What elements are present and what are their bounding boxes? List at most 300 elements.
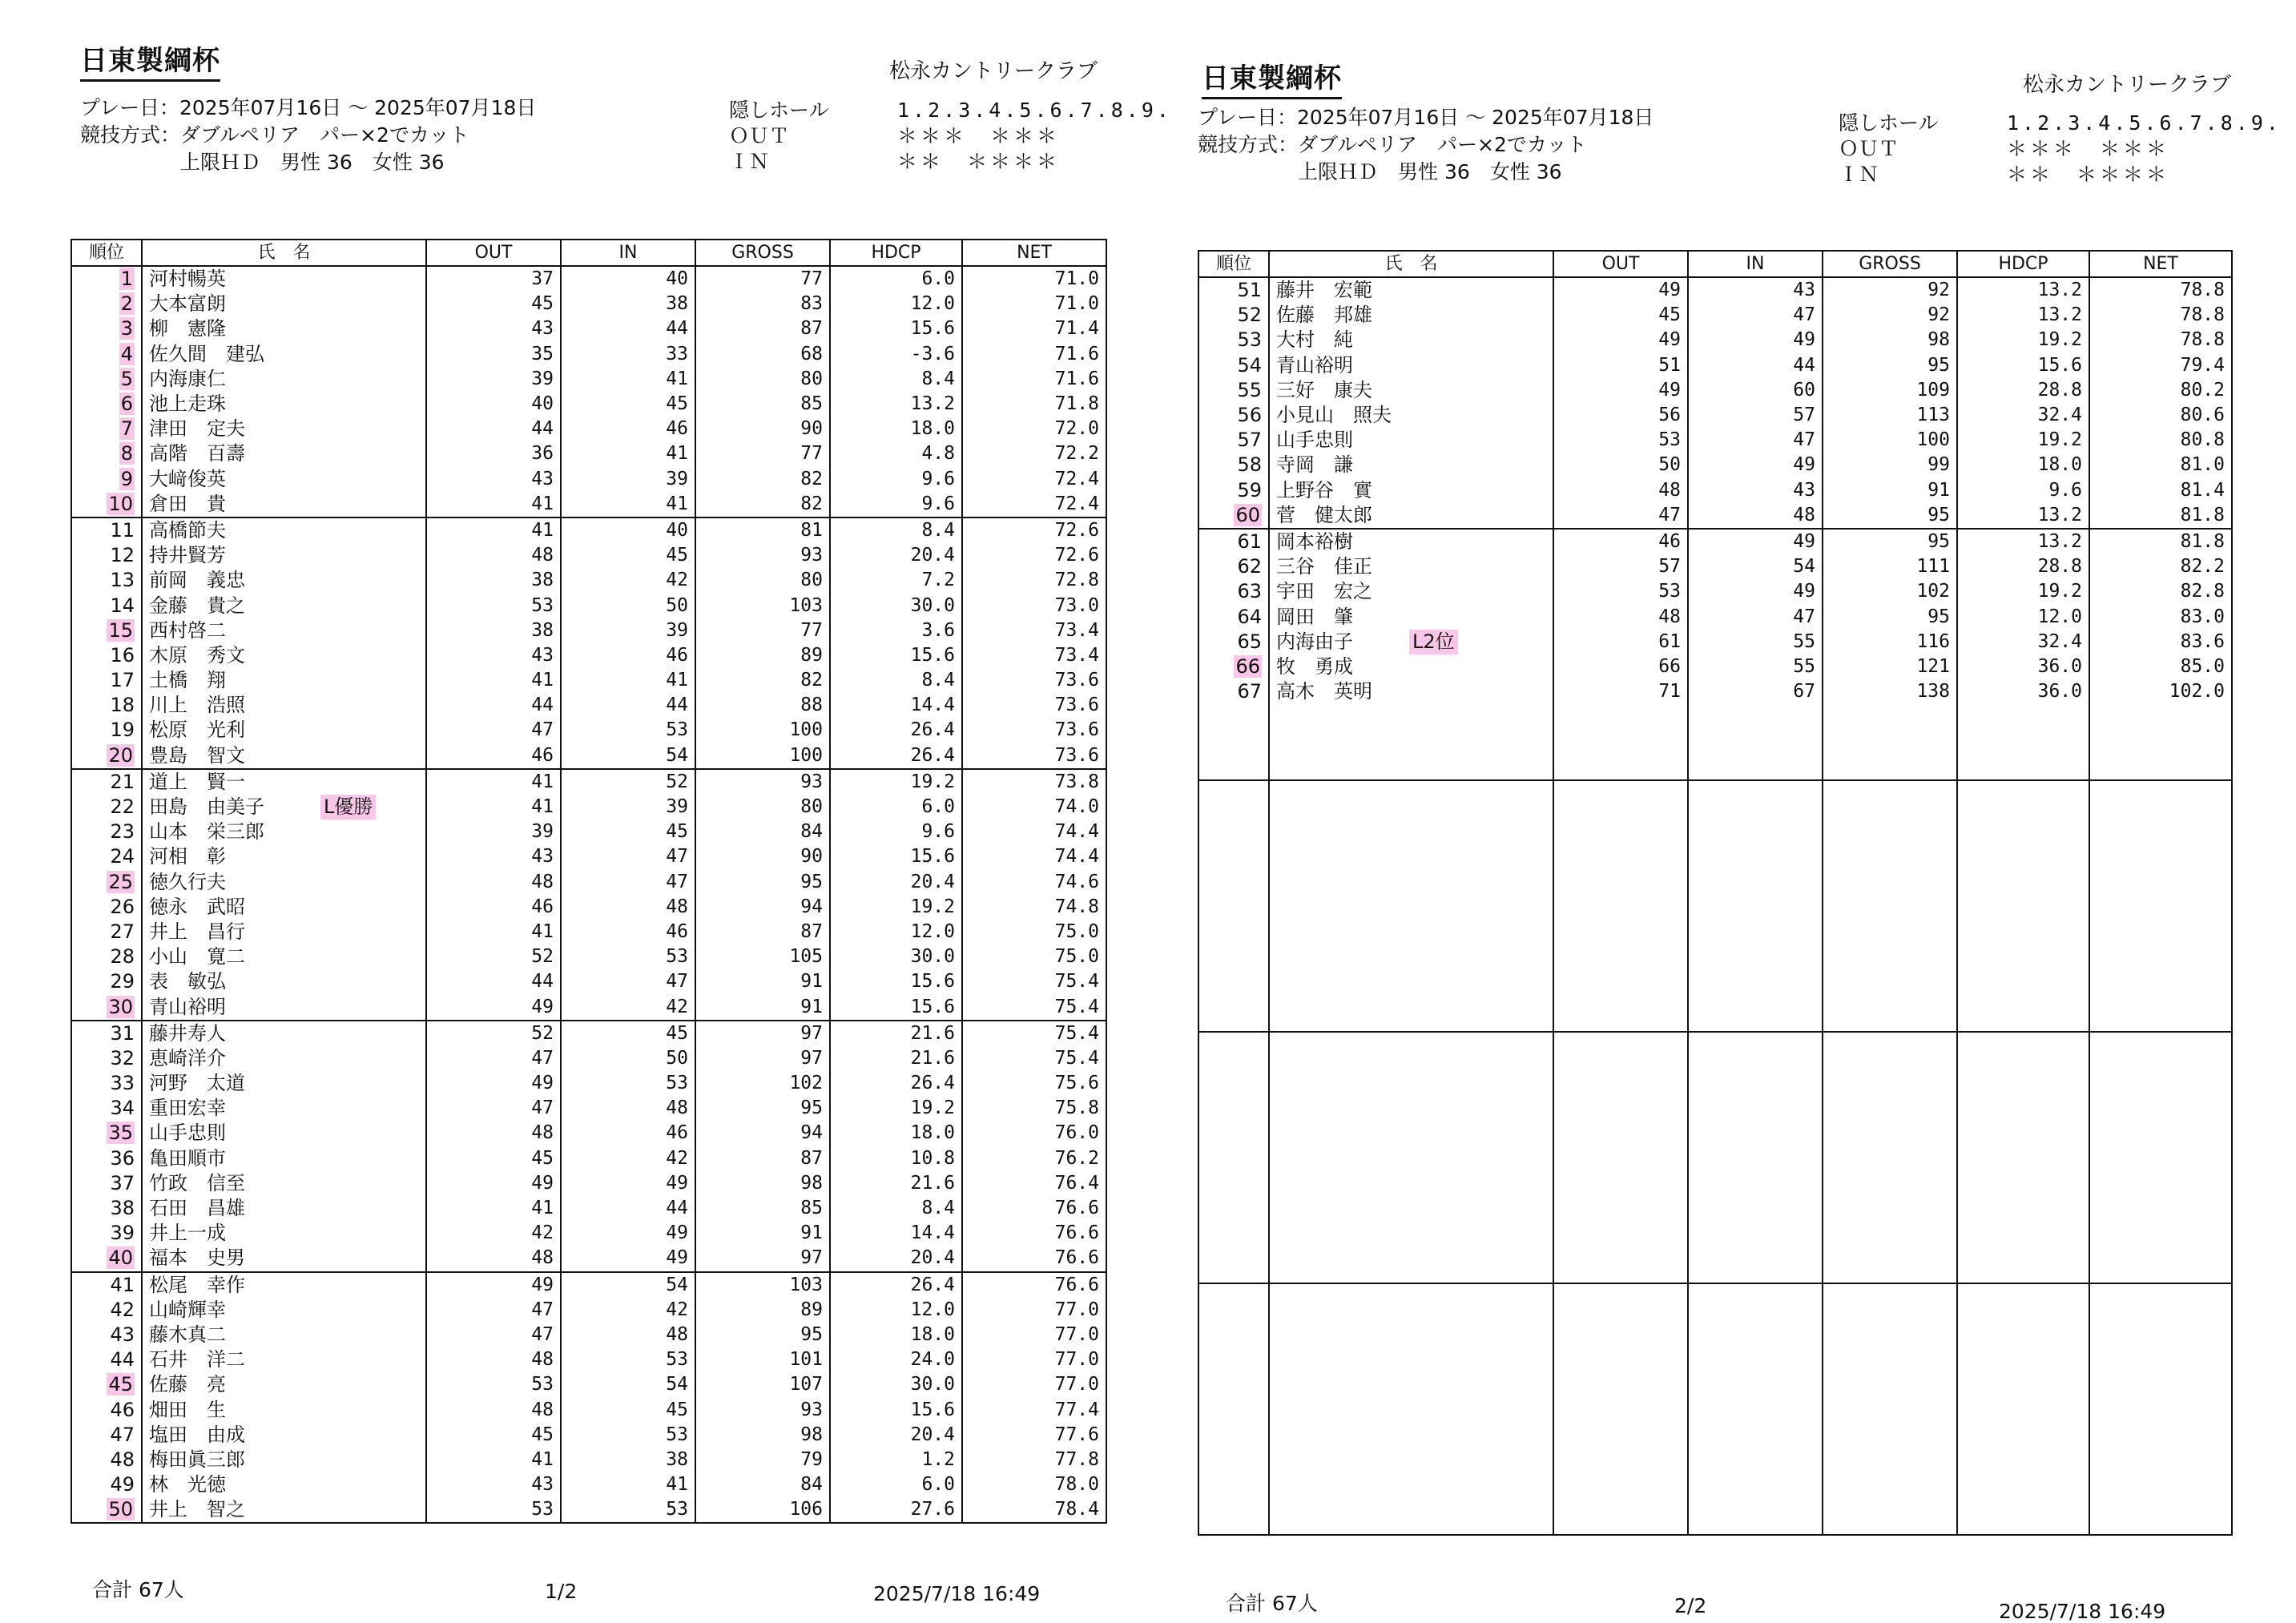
hdcp-cell: 28.8 [1957,554,2089,579]
hdcp-cell: 26.4 [830,718,962,743]
out-cell: 39 [426,820,561,844]
in-cell: 54 [561,1272,695,1298]
out-cell: 43 [426,844,561,869]
net-cell: 73.6 [962,668,1106,693]
net-cell: 77.4 [962,1397,1106,1422]
rank-cell: 34 [71,1096,142,1121]
net-cell: 80.6 [2089,403,2232,428]
in-cell: 33 [561,342,695,367]
out-cell: 36 [426,441,561,466]
table-row [1198,503,2232,529]
hdcp-cell: 21.6 [830,1046,962,1071]
tournament-info [1198,104,1654,186]
name-cell: 上野谷 實 [1269,478,1553,503]
name-cell: 内海康仁 [142,367,426,392]
rank-cell: 41 [71,1272,142,1298]
table-row [71,367,1106,392]
hdcp-cell: 12.0 [1957,604,2089,629]
in-cell: 49 [561,1171,695,1196]
out-cell: 50 [1553,453,1688,477]
out-cell: 43 [426,467,561,492]
in-cell: 54 [1688,554,1823,579]
out-cell: 53 [1553,579,1688,604]
net-cell: 75.8 [962,1096,1106,1121]
out-cell: 51 [1553,353,1688,378]
out-cell: 49 [426,1272,561,1298]
footer-total: 合計 67人 [92,1578,184,1601]
in-cell: 45 [561,1021,695,1046]
competition-format: 競技方式：ダブルペリア パー×2でカット [1198,133,1587,156]
in-cell: 46 [561,643,695,668]
table-row [1198,428,2232,453]
in-cell: 41 [561,367,695,392]
rank-cell: 19 [71,718,142,743]
gross-cell: 106 [695,1497,830,1523]
net-cell: 76.4 [962,1171,1106,1196]
table-row [1198,453,2232,477]
out-cell: 66 [1553,654,1688,679]
result-mark: L2位 [1409,630,1458,654]
out-cell: 47 [426,1298,561,1323]
name-cell: 山手忠則 [142,1121,426,1146]
table-row [71,292,1106,316]
gross-cell: 138 [1823,679,1957,704]
rank-cell: 24 [71,844,142,869]
in-cell: 44 [1688,353,1823,378]
out-cell: 49 [1553,328,1688,352]
in-cell: 60 [1688,378,1823,403]
in-cell: 42 [561,1146,695,1171]
table-row [71,266,1106,292]
table-row [71,1448,1106,1472]
hdcp-cell: 20.4 [830,543,962,568]
rank-cell: 49 [71,1472,142,1497]
table-row [71,543,1106,568]
table-row [71,1021,1106,1046]
name-cell: 西村啓二 [142,618,426,643]
col-out: OUT [1553,251,1688,277]
tournament-title: 日東製綱杯 [80,38,220,82]
net-cell: 83.6 [2089,630,2232,654]
in-cell: 49 [1688,453,1823,477]
table-row [71,1146,1106,1171]
in-cell: 40 [561,518,695,543]
footer-page: 2/2 [1674,1594,1707,1617]
gross-cell: 100 [695,743,830,769]
rank-cell: 39 [71,1221,142,1246]
net-cell: 77.0 [962,1347,1106,1372]
name-cell: 田島 由美子 L優勝 [142,795,426,820]
empty-cell [1269,1283,1553,1535]
gross-cell: 102 [695,1071,830,1096]
hdcp-cell: 36.0 [1957,679,2089,704]
gross-cell: 98 [695,1423,830,1448]
hdcp-cell: 8.4 [830,668,962,693]
in-value: ＊＊ ＊＊＊＊ [897,150,1061,173]
gross-cell: 102 [1823,579,1957,604]
in-cell: 38 [561,1448,695,1472]
empty-cell [1688,1283,1823,1535]
hdcp-cell: 15.6 [830,1397,962,1422]
net-cell: 75.4 [962,1021,1106,1046]
out-cell: 45 [426,292,561,316]
in-cell: 53 [561,1497,695,1523]
name-cell: 大﨑俊英 [142,467,426,492]
in-cell: 41 [561,492,695,518]
name-cell: 河相 彰 [142,844,426,869]
net-cell: 78.8 [2089,328,2232,352]
net-cell: 76.6 [962,1246,1106,1271]
gross-cell: 97 [695,1246,830,1271]
gross-cell: 77 [695,618,830,643]
page-1 [48,0,1172,1623]
name-cell: 恵崎洋介 [142,1046,426,1071]
table-row [71,342,1106,367]
table-row [71,668,1106,693]
hidden-holes-value: 1.2.3.4.5.6.7.8.9. [2007,111,2282,135]
table-row [71,1246,1106,1271]
net-cell: 74.4 [962,820,1106,844]
out-cell: 47 [426,1096,561,1121]
gross-cell: 68 [695,342,830,367]
hdcp-cell: 19.2 [830,1096,962,1121]
name-cell: 金藤 貴之 [142,593,426,618]
table-row [71,693,1106,718]
in-cell: 49 [1688,529,1823,554]
in-cell: 41 [561,668,695,693]
table-row [1198,654,2232,679]
play-day: プレー日：2025年07月16日 ～ 2025年07月18日 [1198,106,1654,129]
out-cell: 38 [426,568,561,593]
name-cell: 河野 太道 [142,1071,426,1096]
name-cell: 川上 浩照 [142,693,426,718]
name-cell: 徳久行夫 [142,870,426,895]
name-cell: 三好 康夫 [1269,378,1553,403]
gross-cell: 81 [695,518,830,543]
in-cell: 41 [561,441,695,466]
table-row [71,1121,1106,1146]
out-cell: 38 [426,618,561,643]
name-cell: 寺岡 謙 [1269,453,1553,477]
hidden-holes-label: 隠しホール [729,99,829,122]
rank-cell: 63 [1198,579,1269,604]
net-cell: 78.0 [962,1472,1106,1497]
rank-cell: 46 [71,1397,142,1422]
out-cell: 48 [1553,478,1688,503]
filler-row [1198,704,2232,780]
table-row [71,994,1106,1020]
competition-format: 競技方式：ダブルペリア パー×2でカット [80,123,469,147]
in-cell: 48 [561,895,695,920]
empty-cell [1823,1283,1957,1535]
table-row [71,643,1106,668]
hdcp-cell: 15.6 [830,994,962,1020]
out-cell: 47 [426,1323,561,1347]
hdcp-cell: 9.6 [830,820,962,844]
out-cell: 53 [426,1372,561,1397]
net-cell: 74.0 [962,795,1106,820]
hdcp-cell: 19.2 [830,769,962,795]
rank-cell: 12 [71,543,142,568]
out-cell: 49 [1553,277,1688,303]
in-cell: 44 [561,693,695,718]
rank-cell: 42 [71,1298,142,1323]
in-cell: 46 [561,417,695,441]
rank-cell: 56 [1198,403,1269,428]
hdcp-cell: 21.6 [830,1021,962,1046]
rank-cell: 51 [1198,277,1269,303]
net-cell: 74.4 [962,844,1106,869]
hdcp-cell: 28.8 [1957,378,2089,403]
rank-cell: 67 [1198,679,1269,704]
net-cell: 75.4 [962,969,1106,994]
rank-cell: 37 [71,1171,142,1196]
in-cell: 53 [561,718,695,743]
hidden-holes-label: 隠しホール [1839,111,1939,135]
net-cell: 79.4 [2089,353,2232,378]
net-cell: 73.4 [962,643,1106,668]
play-day: プレー日：2025年07月16日 ～ 2025年07月18日 [80,96,537,119]
empty-row-block [1198,1283,2232,1535]
net-cell: 82.8 [2089,579,2232,604]
hdcp-cell: 9.6 [830,467,962,492]
in-cell: 53 [561,1423,695,1448]
hdcp-cell: 10.8 [830,1146,962,1171]
out-cell: 61 [1553,630,1688,654]
name-cell: 豊島 智文 [142,743,426,769]
club-name: 松永カントリークラブ [888,59,1098,83]
rank-cell: 57 [1198,428,1269,453]
gross-cell: 82 [695,492,830,518]
net-cell: 102.0 [2089,679,2232,704]
col-net: NET [962,240,1106,266]
out-cell: 41 [426,1448,561,1472]
net-cell: 75.0 [962,920,1106,944]
gross-cell: 94 [695,1121,830,1146]
hdcp-cell: 20.4 [830,1423,962,1448]
out-cell: 41 [426,920,561,944]
name-cell: 小山 寛二 [142,944,426,969]
net-cell: 77.8 [962,1448,1106,1472]
in-cell: 52 [561,769,695,795]
name-cell: 高階 百壽 [142,441,426,466]
out-cell: 35 [426,342,561,367]
net-cell: 75.4 [962,1046,1106,1071]
out-cell: 52 [426,944,561,969]
hdcp-cell: 1.2 [830,1448,962,1472]
hdcp-cell: 15.6 [1957,353,2089,378]
hdcp-cell: 13.2 [1957,277,2089,303]
name-cell: 宇田 宏之 [1269,579,1553,604]
rank-cell: 2 [71,292,142,316]
table-row [71,795,1106,820]
hdcp-cell: 3.6 [830,618,962,643]
net-cell: 80.8 [2089,428,2232,453]
handicap-limit: 上限ＨＤ 男性 36 女性 36 [1198,160,1562,183]
table-row [71,568,1106,593]
col-gross: GROSS [1823,251,1957,277]
net-cell: 71.6 [962,367,1106,392]
name-cell: 亀田順市 [142,1146,426,1171]
table-row [71,1372,1106,1397]
rank-cell: 20 [71,743,142,769]
page-2 [1174,0,2282,1623]
net-cell: 73.6 [962,718,1106,743]
table-row [71,944,1106,969]
hdcp-cell: 19.2 [1957,579,2089,604]
hdcp-cell: 13.2 [1957,529,2089,554]
gross-cell: 93 [695,769,830,795]
hdcp-cell: 9.6 [830,492,962,518]
table-row [71,1397,1106,1422]
gross-cell: 87 [695,1146,830,1171]
out-cell: 47 [1553,503,1688,529]
out-cell: 40 [426,392,561,417]
net-cell: 74.8 [962,895,1106,920]
net-cell: 72.0 [962,417,1106,441]
out-cell: 45 [1553,303,1688,328]
rank-cell: 26 [71,895,142,920]
gross-cell: 79 [695,1448,830,1472]
name-cell: 重田宏幸 [142,1096,426,1121]
out-cell: 45 [426,1423,561,1448]
hdcp-cell: 14.4 [830,693,962,718]
out-value: ＊＊＊ ＊＊＊ [2007,137,2170,160]
gross-cell: 103 [695,1272,830,1298]
gross-cell: 105 [695,944,830,969]
empty-cell [1553,704,1688,780]
empty-cell [1269,704,1553,780]
in-cell: 43 [1688,277,1823,303]
rank-cell: 59 [1198,478,1269,503]
name-cell: 佐藤 邦雄 [1269,303,1553,328]
rank-cell: 23 [71,820,142,844]
net-cell: 71.0 [962,292,1106,316]
rank-cell: 1 [71,266,142,292]
hdcp-cell: 4.8 [830,441,962,466]
net-cell: 73.0 [962,593,1106,618]
hdcp-cell: 20.4 [830,1246,962,1271]
empty-cell [1553,780,1688,1032]
rank-cell: 14 [71,593,142,618]
net-cell: 82.2 [2089,554,2232,579]
name-cell: 藤木真二 [142,1323,426,1347]
out-label: ＯＵＴ [729,124,790,147]
in-cell: 45 [561,392,695,417]
tournament-info [80,95,536,176]
name-cell: 山手忠則 [1269,428,1553,453]
gross-cell: 111 [1823,554,1957,579]
gross-cell: 84 [695,820,830,844]
table-row [71,1196,1106,1221]
name-cell: 内海由子 L2位 [1269,630,1553,654]
rank-cell: 62 [1198,554,1269,579]
empty-cell [2089,1032,2232,1283]
gross-cell: 101 [695,1347,830,1372]
hdcp-cell: 15.6 [830,844,962,869]
in-cell: 46 [561,1121,695,1146]
table-row [1198,679,2232,704]
table-row [1198,529,2232,554]
table-row [1198,353,2232,378]
name-cell: 林 光徳 [142,1472,426,1497]
name-cell: 道上 賢一 [142,769,426,795]
in-cell: 47 [1688,303,1823,328]
rank-cell: 5 [71,367,142,392]
gross-cell: 93 [695,1397,830,1422]
table-row [71,1347,1106,1372]
hidden-holes [729,98,1172,175]
hdcp-cell: 18.0 [1957,453,2089,477]
club-name: 松永カントリークラブ [2022,73,2231,97]
rank-cell: 4 [71,342,142,367]
name-cell: 徳永 武昭 [142,895,426,920]
out-label: ＯＵＴ [1839,137,1899,160]
out-cell: 56 [1553,403,1688,428]
net-cell: 75.6 [962,1071,1106,1096]
rank-cell: 22 [71,795,142,820]
col-gross: GROSS [695,240,830,266]
hdcp-cell: 12.0 [830,292,962,316]
rank-cell: 36 [71,1146,142,1171]
out-cell: 48 [426,543,561,568]
hdcp-cell: 19.2 [1957,328,2089,352]
out-cell: 47 [426,1046,561,1071]
table-row [71,441,1106,466]
in-cell: 39 [561,467,695,492]
handicap-limit: 上限ＨＤ 男性 36 女性 36 [80,151,445,174]
name-cell: 表 敏弘 [142,969,426,994]
net-cell: 72.6 [962,543,1106,568]
table-row [1198,604,2232,629]
footer-date: 2025/7/18 16:49 [1999,1600,2166,1623]
rank-cell: 32 [71,1046,142,1071]
out-cell: 49 [426,1171,561,1196]
in-cell: 49 [1688,579,1823,604]
table-row [71,1298,1106,1323]
empty-cell [1688,780,1823,1032]
net-cell: 78.4 [962,1497,1106,1523]
rank-cell: 64 [1198,604,1269,629]
hdcp-cell: 15.6 [830,643,962,668]
net-cell: 75.0 [962,944,1106,969]
in-cell: 42 [561,1298,695,1323]
net-cell: 76.6 [962,1221,1106,1246]
table-row [71,718,1106,743]
gross-cell: 85 [695,1196,830,1221]
hidden-holes-value: 1.2.3.4.5.6.7.8.9. [897,99,1172,122]
footer-date: 2025/7/18 16:49 [873,1582,1041,1605]
rank-cell: 60 [1198,503,1269,529]
in-cell: 47 [561,870,695,895]
name-cell: 柳 憲隆 [142,316,426,341]
in-cell: 54 [561,1372,695,1397]
table-row [71,467,1106,492]
net-cell: 83.0 [2089,604,2232,629]
gross-cell: 90 [695,844,830,869]
hdcp-cell: 26.4 [830,1272,962,1298]
out-value: ＊＊＊ ＊＊＊ [897,124,1061,147]
table-row [71,417,1106,441]
rank-cell: 29 [71,969,142,994]
hdcp-cell: 32.4 [1957,403,2089,428]
net-cell: 76.0 [962,1121,1106,1146]
in-cell: 48 [561,1096,695,1121]
table-header [1198,251,2232,277]
in-cell: 47 [561,969,695,994]
rank-cell: 9 [71,467,142,492]
gross-cell: 91 [695,969,830,994]
